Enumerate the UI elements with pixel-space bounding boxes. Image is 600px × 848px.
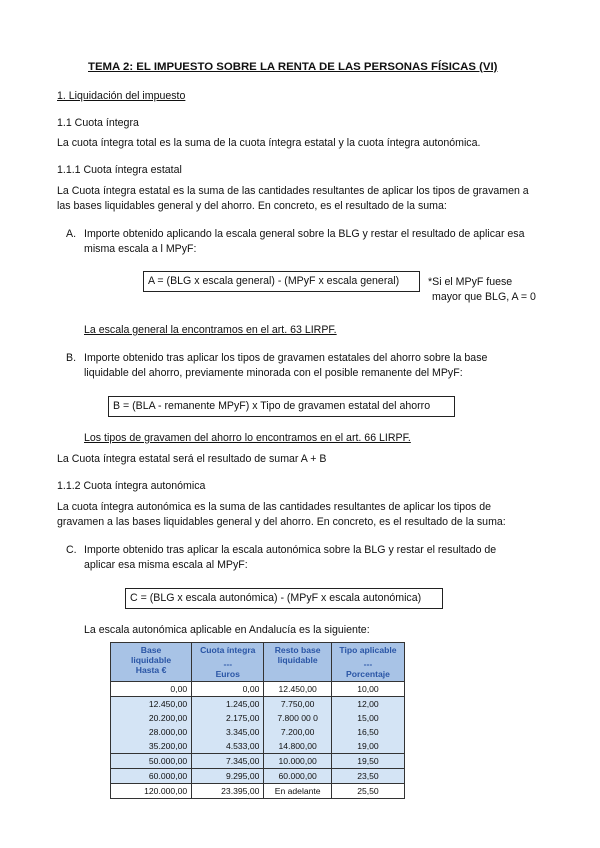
table-cell: 10.000,00	[264, 754, 332, 769]
section-heading-liquidacion: 1. Liquidación del impuesto	[57, 90, 186, 102]
table-cell: 60.000,00	[264, 769, 332, 784]
paragraph-cuota-integra: La cuota íntegra total es la suma de la cuota íntegra estatal y la cuota íntegra autonómica.	[57, 137, 481, 149]
paragraph-cuota-estatal-line2: las bases liquidables general y del ahorro. En concreto, es el resultado de la suma:	[57, 200, 447, 212]
paragraph-cuota-autonomica-line2: gravamen a las bases liquidables general y del ahorro. En concreto, es el resultado de la suma:	[57, 516, 506, 528]
table-row	[111, 697, 405, 712]
table-row	[111, 739, 405, 754]
list-letter-c: C.	[66, 544, 77, 556]
table-cell: 0,00	[111, 682, 192, 697]
escala-autonomica-table	[110, 642, 405, 799]
item-a-line1: Importe obtenido aplicando la escala general sobre la BLG y restar el resultado de aplicar esa	[84, 228, 525, 240]
table-row	[111, 754, 405, 769]
table-cell: 25,50	[331, 784, 404, 799]
list-letter-b: B.	[66, 352, 77, 364]
table-intro: La escala autonómica aplicable en Andalucía es la siguiente:	[84, 624, 370, 636]
table-header-row	[111, 643, 405, 682]
table-cell: 35.200,00	[111, 739, 192, 754]
table-cell: 7.200,00	[264, 725, 332, 739]
table-cell: 10,00	[331, 682, 404, 697]
table-cell: 120.000,00	[111, 784, 192, 799]
table-cell: 3.345,00	[192, 725, 264, 739]
table-cell: 7.800 00 0	[264, 711, 332, 725]
table-cell: 20.200,00	[111, 711, 192, 725]
table-cell: 7.750,00	[264, 697, 332, 712]
subsection-heading-cuota-integra: 1.1 Cuota íntegra	[57, 117, 139, 129]
subsection-heading-cuota-autonomica: 1.1.2 Cuota íntegra autonómica	[57, 480, 206, 492]
table-cell: 2.175,00	[192, 711, 264, 725]
table-cell: 9.295,00	[192, 769, 264, 784]
header-resto-base: Resto base liquidable	[264, 643, 332, 682]
table-cell: 14.800,00	[264, 739, 332, 754]
header-tipo-aplicable: Tipo aplicable --- Porcentaje	[331, 643, 404, 682]
table-row	[111, 784, 405, 799]
document-title: TEMA 2: EL IMPUESTO SOBRE LA RENTA DE LAS PERSONAS FÍSICAS (VI)	[88, 61, 498, 73]
table-row	[111, 711, 405, 725]
reference-tipos-ahorro: Los tipos de gravamen del ahorro lo encontramos en el art. 66 LIRPF.	[84, 432, 411, 444]
table-cell: 19,00	[331, 739, 404, 754]
note-line1: *Si el MPyF fuese	[428, 276, 513, 288]
header-cuota-integra: Cuota íntegra --- Euros	[192, 643, 264, 682]
formula-box-a: A = (BLG x escala general) - (MPyF x escala general)	[143, 271, 420, 292]
table-cell: 23.395,00	[192, 784, 264, 799]
table-cell: En adelante	[264, 784, 332, 799]
table-cell: 1.245,00	[192, 697, 264, 712]
table-row	[111, 725, 405, 739]
formula-box-c: C = (BLG x escala autonómica) - (MPyF x escala autonómica)	[125, 588, 443, 609]
subsection-heading-cuota-estatal: 1.1.1 Cuota íntegra estatal	[57, 164, 182, 176]
item-a-line2: misma escala a l MPyF:	[84, 243, 197, 255]
table-cell: 12,00	[331, 697, 404, 712]
table-cell: 15,00	[331, 711, 404, 725]
table-row	[111, 682, 405, 697]
paragraph-sum: La Cuota íntegra estatal será el resultado de sumar A + B	[57, 453, 327, 465]
table-cell: 12.450,00	[264, 682, 332, 697]
note-line2: mayor que BLG, A = 0	[432, 291, 536, 303]
paragraph-cuota-estatal-line1: La Cuota íntegra estatal es la suma de las cantidades resultantes de aplicar los tipos de gravamen a	[57, 185, 529, 197]
formula-box-b: B = (BLA - remanente MPyF) x Tipo de gravamen estatal del ahorro	[108, 396, 455, 417]
table-cell: 4.533,00	[192, 739, 264, 754]
item-c-line2: aplicar esa misma escala al MPyF:	[84, 559, 248, 571]
table-cell: 19,50	[331, 754, 404, 769]
table-row	[111, 769, 405, 784]
table-cell: 50.000,00	[111, 754, 192, 769]
item-b-line1: Importe obtenido tras aplicar los tipos de gravamen estatales del ahorro sobre la base	[84, 352, 488, 364]
table-cell: 28.000,00	[111, 725, 192, 739]
reference-escala-general: La escala general la encontramos en el art. 63 LIRPF.	[84, 324, 337, 336]
header-base-liquidable: Base liquidable Hasta €	[111, 643, 192, 682]
item-b-line2: liquidable del ahorro, previamente minorada con el posible remanente del MPyF:	[84, 367, 463, 379]
list-letter-a: A.	[66, 228, 77, 240]
paragraph-cuota-autonomica-line1: La cuota íntegra autonómica es la suma de las cantidades resultantes de aplicar los tipos de	[57, 501, 492, 513]
table-cell: 60.000,00	[111, 769, 192, 784]
table-cell: 7.345,00	[192, 754, 264, 769]
table-cell: 16,50	[331, 725, 404, 739]
item-c-line1: Importe obtenido tras aplicar la escala autonómica sobre la BLG y restar el resultado de	[84, 544, 497, 556]
table-cell: 23,50	[331, 769, 404, 784]
table-cell: 12.450,00	[111, 697, 192, 712]
table-cell: 0,00	[192, 682, 264, 697]
